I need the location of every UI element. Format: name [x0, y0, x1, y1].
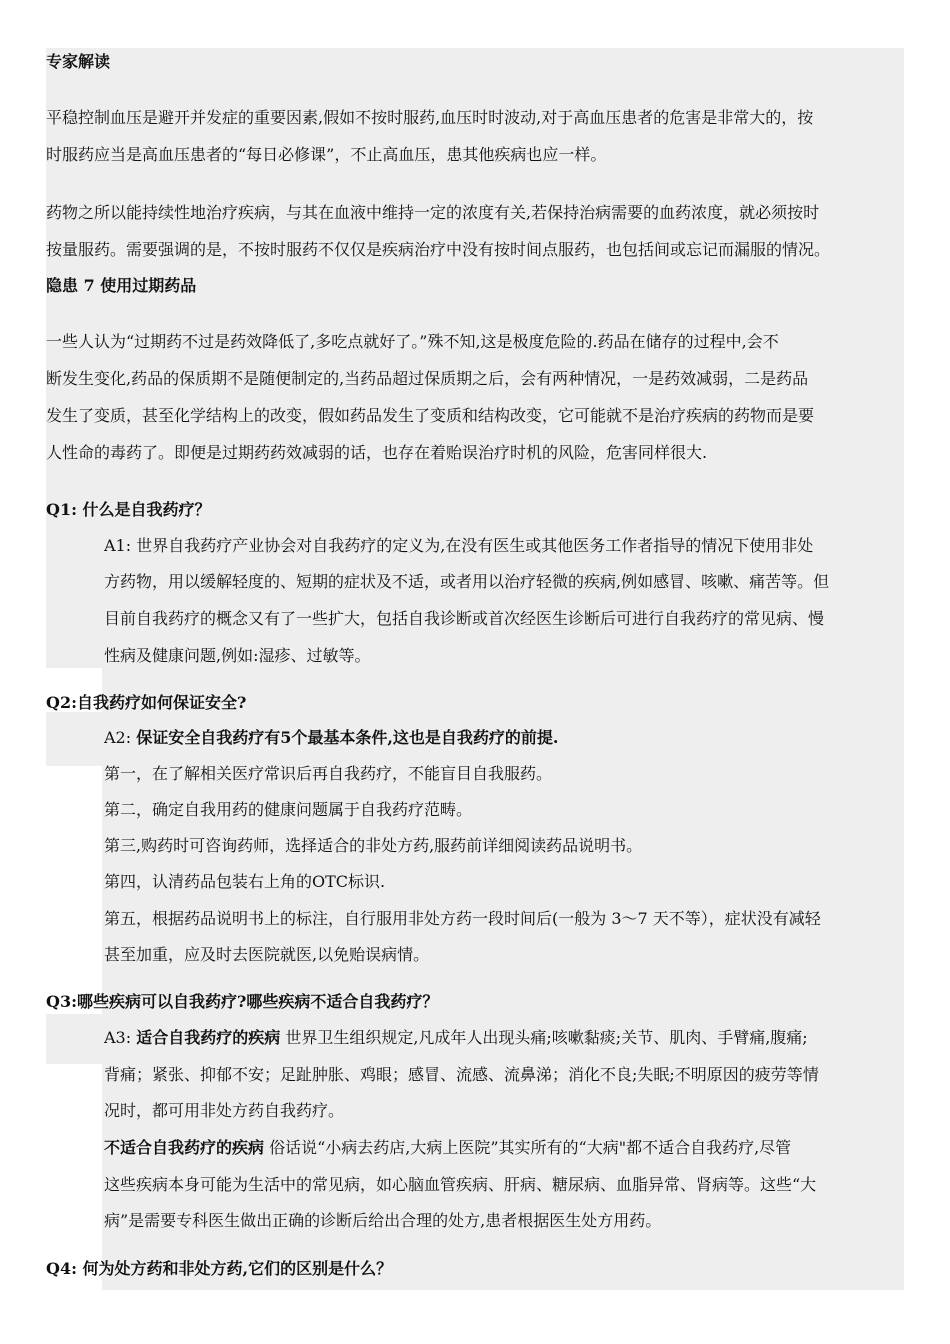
- answer-list-item: 第一，在了解相关医疗常识后再自我药疗，不能盲目自我服药。: [104, 764, 553, 783]
- answer-list-item: 第二，确定自我用药的健康问题属于自我药疗范畴。: [104, 800, 473, 819]
- indent-gap: [46, 766, 102, 1014]
- heading-hazard-7: 隐患 7 使用过期药品: [46, 276, 197, 295]
- answer-list-item: 第四，认清药品包装右上角的OTC标识.: [104, 872, 386, 891]
- answer-line: 方药物，用以缓解轻度的、短期的症状及不适，或者用以治疗轻微的疾病,例如感冒、咳嗽、痛苦等。但: [104, 572, 830, 591]
- answer-prefix: A2:: [104, 728, 137, 747]
- answer-text: 世界卫生组织规定,凡成年人出现头痛;咳嗽黏痰;关节、肌肉、手臂痛,腹痛;: [280, 1028, 808, 1047]
- answer-line: [104, 1028, 904, 1048]
- answer-text: 俗话说“小病去药店,大病上医院”其实所有的“大病"都不适合自我药疗,尽管: [264, 1138, 792, 1157]
- answer-line: 病”是需要专科医生做出正确的诊断后给出合理的处方,患者根据医生处方用药。: [104, 1211, 662, 1230]
- indent-gap: [46, 1064, 102, 1290]
- document-page: [46, 48, 904, 1290]
- paragraph-line: 一些人认为“过期药不过是药效降低了,多吃点就好了。”殊不知,这是极度危险的.药品在储存的过程中,会不: [46, 332, 779, 351]
- answer-line: 背痛；紧张、抑郁不安；足趾肿胀、鸡眼；感冒、流感、流鼻涕；消化不良;失眠;不明原因的疲劳等情: [104, 1065, 819, 1084]
- answer-emphasis: 保证安全自我药疗有5个最基本条件,这也是自我药疗的前提.: [136, 728, 559, 747]
- question-1: Q1: 什么是自我药疗？: [46, 500, 211, 519]
- answer-line: 性病及健康问题,例如:湿疹、过敏等。: [104, 646, 371, 665]
- paragraph-line: 发生了变质，甚至化学结构上的改变，假如药品发生了变质和结构改变，它可能就不是治疗疾病的药物而是要: [46, 406, 815, 425]
- question-2: Q2:自我药疗如何保证安全?: [46, 693, 247, 712]
- answer-prefix: A3:: [104, 1028, 137, 1047]
- answer-line: 这些疾病本身可能为生活中的常见病，如心脑血管疾病、肝病、糖尿病、血脂异常、肾病等。这些“大: [104, 1175, 817, 1194]
- paragraph-line: 时服药应当是高血压患者的“每日必修课”，不止高血压，患其他疾病也应一样。: [46, 145, 607, 164]
- heading-expert: 专家解读: [46, 52, 111, 71]
- answer-emphasis: 适合自我药疗的疾病: [136, 1028, 281, 1047]
- paragraph-line: 平稳控制血压是避开并发症的重要因素,假如不按时服药,血压时时波动,对于高血压患者的危害是非常大的，按: [46, 108, 814, 127]
- paragraph-line: 药物之所以能持续性地治疗疾病，与其在血液中维持一定的浓度有关,若保持治病需要的血药浓度，就必须按时: [46, 203, 820, 222]
- paragraph-line: 人性命的毒药了。即便是过期药药效减弱的话，也存在着贻误治疗时机的风险，危害同样很大.: [46, 443, 708, 462]
- answer-line: A1: 世界自我药疗产业协会对自我药疗的定义为,在没有医生或其他医务工作者指导的情况下使用非处: [104, 536, 814, 555]
- question-3: Q3:哪些疾病可以自我药疗?哪些疾病不适合自我药疗？: [46, 992, 439, 1011]
- question-4: Q4: 何为处方药和非处方药,它们的区别是什么？: [46, 1259, 393, 1278]
- answer-line: 目前自我药疗的概念又有了一些扩大，包括自我诊断或首次经医生诊断后可进行自我药疗的常见病、慢: [104, 609, 825, 628]
- answer-line: [104, 1138, 904, 1158]
- answer-line: [104, 728, 904, 748]
- answer-emphasis: 不适合自我药疗的疾病: [104, 1138, 265, 1157]
- paragraph-line: 断发生变化,药品的保质期不是随便制定的,当药品超过保质期之后，会有两种情况，一是药效减弱，二是药品: [46, 369, 809, 388]
- answer-line: 况时，都可用非处方药自我药疗。: [104, 1101, 345, 1120]
- answer-list-item: 第三,购药时可咨询药师，选择适合的非处方药,服药前详细阅读药品说明书。: [104, 836, 643, 855]
- paragraph-line: 按量服药。需要强调的是，不按时服药不仅仅是疾病治疗中没有按时间点服药，也包括间或忘记而漏服的情况。: [46, 240, 831, 259]
- answer-list-item: 甚至加重，应及时去医院就医,以免贻误病情。: [104, 945, 430, 964]
- answer-list-item: 第五，根据药品说明书上的标注，自行服用非处方药一段时间后(一般为 3～7 天不等），症状没有减轻: [104, 909, 821, 928]
